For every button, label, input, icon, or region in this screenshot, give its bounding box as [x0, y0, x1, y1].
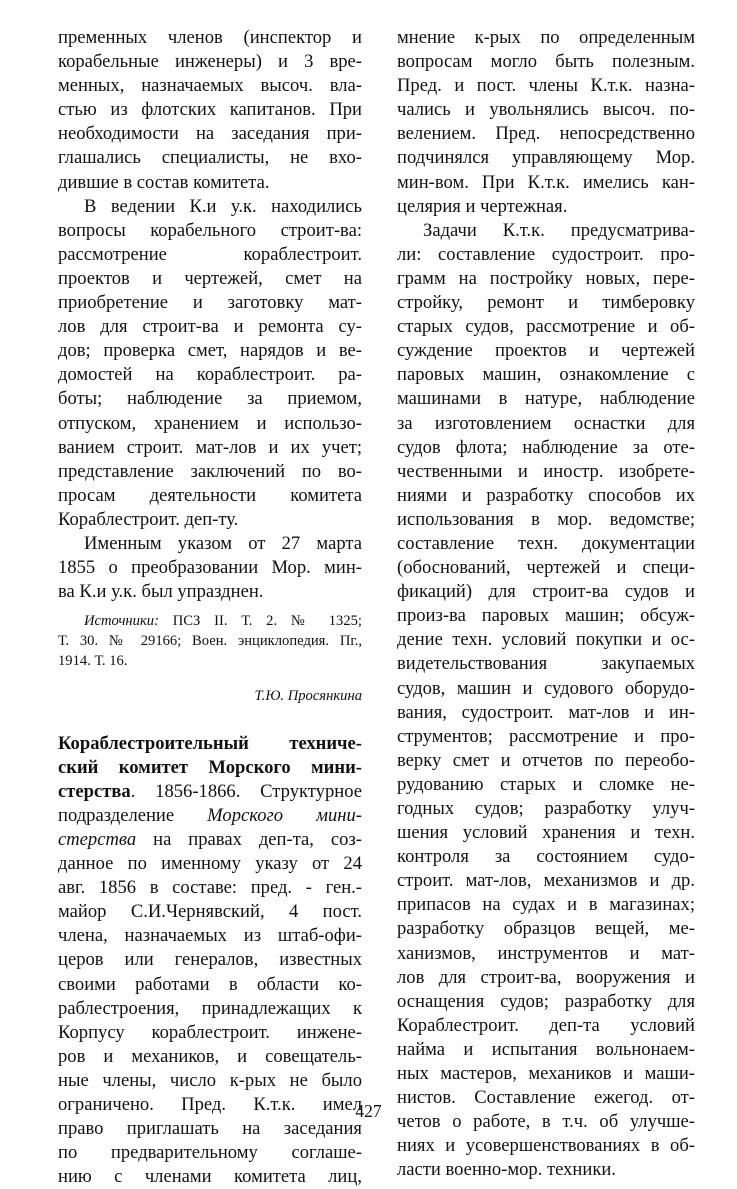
left-paragraph-1: [58, 26, 362, 195]
text-line: авг. 1856 в составе: пред. - ген.-: [58, 877, 362, 899]
text-line: вания, судостроит. мат-лов и ин-: [397, 701, 695, 723]
text-line: В ведении К.и у.к. находились: [84, 195, 362, 217]
text-line: 1855 о преобразовании Мор. мин-: [58, 557, 362, 579]
text-line: Именным указом от 27 марта: [84, 532, 362, 554]
right-paragraph-2: [397, 219, 695, 1183]
text-line: раблестроения, принадлежащих к: [58, 997, 362, 1019]
page-number: 427: [355, 1101, 382, 1121]
text-line: строит. мат-лов, механизмов и др.: [397, 870, 695, 892]
text-line: глашались специалисты, не вхо-: [58, 147, 362, 169]
text-line: ров и механиков, и совещатель-: [58, 1045, 362, 1067]
text-line: боты; наблюдение за приемом,: [58, 388, 362, 410]
text-line: право приглашать на заседания: [58, 1118, 362, 1140]
text-line: представление заключений по во-: [58, 460, 362, 482]
text-line: старых судов, рассмотрение и об-: [397, 316, 695, 338]
ministry-link-text: стерства: [58, 829, 137, 851]
text-line: стройку, ремонт и тимберовку: [397, 292, 695, 314]
author-signature: Т.Ю. Просянкина: [254, 687, 362, 704]
text-line: велением. Пред. непосредственно: [397, 123, 695, 145]
text-line: машинами в натуре, наблюдение: [397, 388, 695, 410]
left-paragraph-2: [58, 195, 362, 532]
text-line: лов для строит-ва и ремонта су-: [58, 316, 362, 338]
text-line: рассмотрение кораблестроит.: [58, 243, 362, 265]
sources-text: ПСЗ II. Т. 2. № 1325;: [172, 613, 362, 630]
text-line: корабельные инженеры) и 3 вре-: [58, 51, 362, 73]
text-line: дов; проверка смет, нарядов и ве-: [58, 340, 362, 362]
text-line: струментов; рассмотрение и про-: [397, 725, 695, 747]
text-line: составление техн. документации: [397, 532, 695, 554]
text-line: ласти военно-мор. техники.: [397, 1159, 616, 1181]
text-line: годных судов; разработку улуч-: [397, 798, 695, 819]
text-line: стерства на правах деп-та, соз-: [58, 829, 362, 851]
text-line: чались и увольнялись высоч. по-: [397, 99, 695, 121]
text-line: паровых машин, ознакомление с: [397, 364, 695, 386]
text-line: Кораблестроит. деп-та условий: [397, 1014, 695, 1036]
entry-title-end: стерства: [58, 780, 131, 802]
text-line: контроля за состоянием судо-: [397, 846, 695, 868]
text-line: приобретение и заготовку мат-: [58, 292, 362, 314]
text-line: чественными и иностр. изобрете-: [397, 460, 695, 482]
text-line: целярия и чертежная.: [397, 195, 568, 217]
text-line: рудованию старых и сломке не-: [397, 773, 695, 795]
text-line: просам деятельности комитета: [58, 484, 362, 506]
text-line: суждение проектов и чертежей: [397, 340, 695, 362]
text-line: своими работами в области ко-: [58, 973, 362, 995]
text-line: ванием строит. мат-лов и их учет;: [58, 436, 362, 458]
text-line: произ-ва паровых машин; обсуж-: [397, 605, 695, 627]
entry-title-line: Кораблестроительный техниче-: [58, 732, 362, 754]
text-line: дение техн. условий покупки и ос-: [397, 629, 695, 651]
text-line: нистов. Составление ежегод. от-: [397, 1087, 695, 1109]
text-line: судов, машин и судового оборудо-: [397, 677, 695, 699]
text-line: ограничено. Пред. К.т.к. имел: [58, 1094, 362, 1116]
text-line: члена, назначаемых из штаб-офи-: [58, 925, 362, 947]
text-line: майор С.И.Чернявский, 4 пост.: [58, 901, 362, 923]
text-line: четов о работе, в т.ч. об улучше-: [397, 1111, 695, 1133]
text-line: проектов и чертежей, смет на: [58, 267, 362, 289]
ministry-link-text: Морского мини-: [207, 804, 362, 826]
text-line: фикаций) для строит-ва судов и: [397, 581, 695, 603]
text-line: ва К.и у.к. был упразднен.: [58, 581, 264, 603]
text-line: оснащения судов; разработку для: [397, 990, 695, 1012]
text-line: дившие в состав комитета.: [58, 171, 270, 193]
text-line: Задачи К.т.к. предусматрива-: [423, 219, 695, 241]
right-paragraph-1: [397, 26, 695, 219]
text-line: за изготовлением оснастки для: [397, 412, 695, 434]
sources-label: Источники:: [84, 613, 159, 630]
text-line: ных мастеров, механиков и маши-: [397, 1063, 695, 1085]
text-line: подчинялся управляющему Мор.: [397, 147, 695, 169]
text-line: отпуском, хранением и использо-: [58, 412, 362, 434]
sources-line: Т. 30. № 29166; Воен. энциклопедия. Пг.,: [58, 633, 362, 650]
text-line: вопросы корабельного строит-ва:: [58, 219, 362, 241]
text-line: найма и испытания вольнонаем-: [397, 1038, 695, 1060]
text-line: по предварительному соглаше-: [58, 1142, 362, 1164]
text-line: подразделение Морского мини-: [58, 804, 362, 826]
entry-title-line: [58, 780, 362, 804]
text-line: ханизмов, инструментов и мат-: [397, 942, 695, 964]
text-line: менных, назначаемых высоч. вла-: [58, 75, 362, 97]
text-line: вопросам могло быть полезным.: [397, 51, 695, 73]
left-paragraph-3: [58, 532, 362, 604]
sources-block: [58, 612, 362, 671]
left-column: [58, 26, 362, 1189]
text-line: ные члены, число к-рых не было: [58, 1069, 362, 1091]
text-line: Кораблестроит. деп-ту.: [58, 508, 239, 530]
text-line: припасов на судах и в магазинах;: [397, 894, 695, 916]
text-line: нию с членами комитета лиц,: [58, 1166, 362, 1188]
text-line: Корпусу кораблестроит. инжене-: [58, 1021, 362, 1043]
text-line: домостей на кораблестроит. ра-: [58, 364, 362, 386]
text-line: ниями и разработку способов их: [397, 484, 695, 506]
text-line: ли: составление судостроит. про-: [397, 243, 695, 265]
text-line: шения условий хранения и техн.: [397, 822, 695, 844]
text-line: пременных членов (инспектор и: [58, 27, 362, 48]
sources-line: 1914. Т. 16.: [58, 652, 128, 669]
text-line: Пред. и пост. члены К.т.к. назна-: [397, 75, 695, 97]
text-line: необходимости на заседания при-: [58, 123, 362, 145]
text-line: использования в мор. ведомстве;: [397, 508, 695, 530]
text-line: верку смет и отчетов по переобо-: [397, 749, 695, 771]
text-line: данное по именному указу от 24: [58, 853, 362, 875]
text-line: судов флота; наблюдение за оте-: [397, 436, 695, 458]
text-line: грамм на постройку новых, пере-: [397, 267, 695, 289]
text-line: видетельствования закупаемых: [397, 653, 695, 675]
sources-line: [58, 612, 362, 632]
text-line: стью из флотских капитанов. При: [58, 99, 362, 121]
entry-dates: . 1856-1866. Структурное: [130, 780, 362, 802]
text-line: мин-вом. При К.т.к. имелись кан-: [397, 171, 695, 193]
text-line: (обоснований, чертежей и специ-: [397, 557, 695, 579]
text-line: ниях и усовершенствованиях в об-: [397, 1135, 695, 1157]
text-line: церов или генералов, известных: [58, 949, 362, 971]
right-column: [397, 26, 695, 1183]
text-line: мнение к-рых по определенным: [397, 27, 695, 48]
entry-title-line: ский комитет Морского мини-: [58, 756, 362, 778]
text-line: лов для строит-ва, вооружения и: [397, 966, 695, 988]
text-line: разработку образцов вещей, ме-: [397, 918, 695, 940]
